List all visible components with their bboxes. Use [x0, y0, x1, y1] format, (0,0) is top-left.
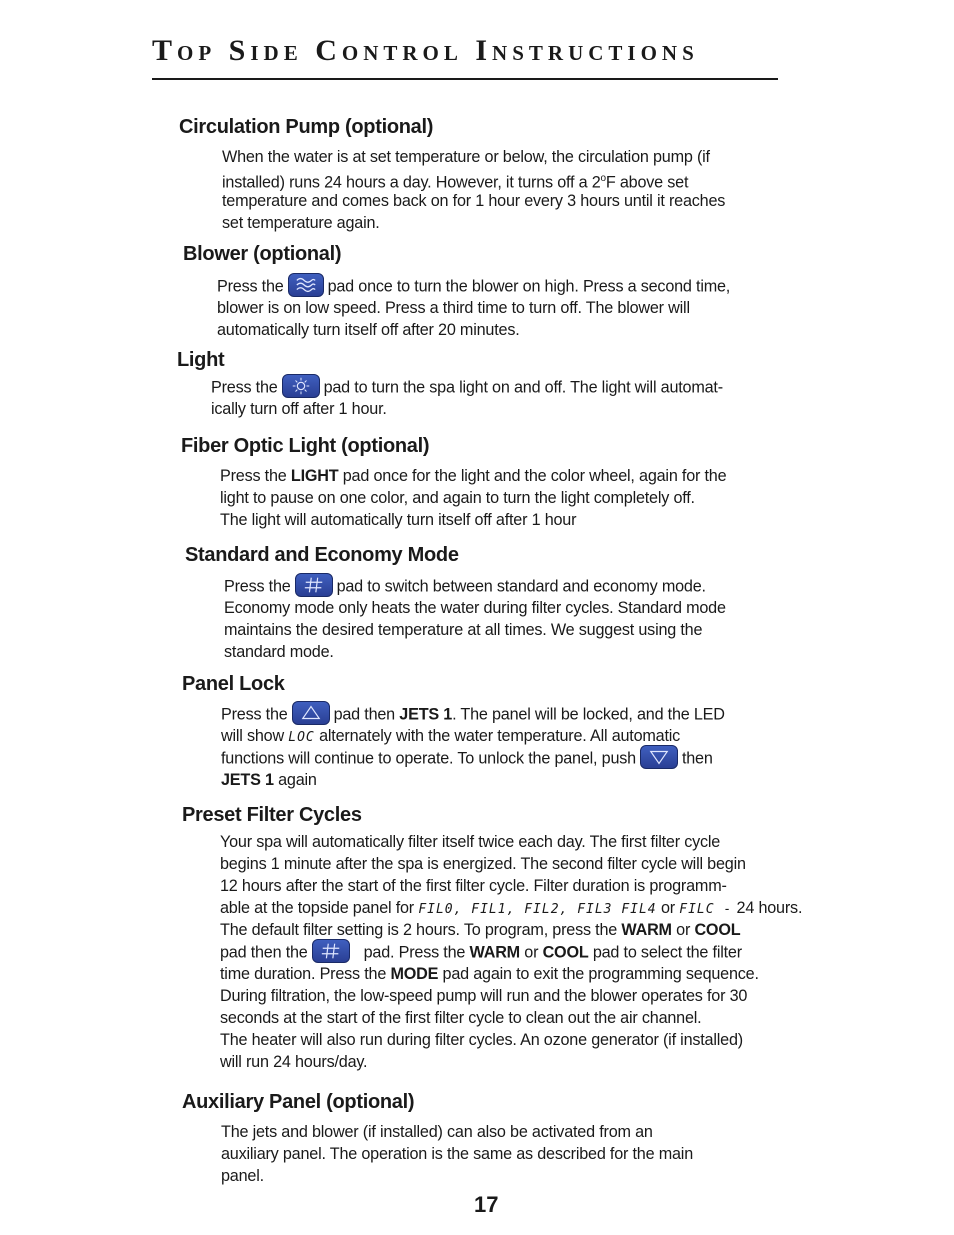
heading-preset-filter-cycles: Preset Filter Cycles: [182, 804, 362, 826]
lcd-filter-codes: FIL0, FIL1, FIL2, FIL3 FIL4: [418, 902, 657, 917]
text-line: automatically turn itself off after 20 minutes.: [217, 321, 520, 339]
bold-term: WARM: [621, 921, 672, 939]
text-line: The jets and blower (if installed) can also be activated from an: [221, 1123, 653, 1141]
text-line: will run 24 hours/day.: [220, 1053, 368, 1071]
text-line: Economy mode only heats the water during filter cycles. Standard mode: [224, 599, 726, 617]
paragraph-light: [211, 376, 723, 420]
text-fragment: 24 hours.: [736, 899, 803, 917]
text-fragment: then: [681, 749, 713, 768]
text-fragment: pad to turn the spa light on and off. The light will automat-: [323, 378, 723, 397]
text-fragment: installed) runs 24 hours a day. However, it turns off a 2: [222, 173, 601, 192]
up-arrow-pad-icon: [292, 701, 330, 725]
text-line: blower is on low speed. Press a third time to turn off. The blower will: [217, 299, 690, 317]
bold-term: WARM: [469, 943, 520, 962]
paragraph-circulation-pump: [222, 146, 725, 234]
bold-term: MODE: [390, 965, 439, 983]
text-line: maintains the desired temperature at all times. We suggest using the: [224, 621, 703, 639]
text-fragment: again: [273, 771, 317, 789]
lcd-filc-code: FILC -: [679, 902, 733, 917]
text-fragment: Press the: [211, 378, 278, 397]
text-line: auxiliary panel. The operation is the same as described for the main: [221, 1145, 693, 1163]
paragraph-auxiliary-panel: [221, 1121, 693, 1187]
text-line: [217, 275, 730, 297]
text-fragment: pad to switch between standard and economy mode.: [336, 577, 706, 596]
text-line: panel.: [221, 1167, 264, 1185]
text-line: seconds at the start of the first filter cycle to clean out the air channel.: [220, 1009, 702, 1027]
text-fragment: alternately with the water temperature. All automatic: [319, 727, 681, 745]
text-fragment: pad once for the light and the color wheel, again for the: [338, 467, 727, 485]
light-pad-icon: [282, 374, 320, 398]
degree-symbol: o: [600, 173, 606, 184]
text-fragment: or: [671, 921, 695, 939]
heading-light: Light: [177, 349, 225, 371]
text-fragment: or: [660, 899, 675, 917]
bold-term: JETS 1: [221, 771, 274, 789]
down-arrow-pad-icon: [640, 745, 678, 769]
paragraph-standard-economy: [224, 575, 726, 663]
text-fragment: pad again to exit the programming sequence.: [438, 965, 759, 983]
blower-pad-icon: [288, 273, 324, 297]
text-line: [220, 963, 802, 985]
paragraph-fiber-optic-light: [220, 465, 726, 531]
text-fragment: Press the: [224, 577, 291, 596]
text-line: During filtration, the low-speed pump will run and the blower operates for 30: [220, 987, 748, 1005]
bold-term: JETS 1: [399, 705, 453, 724]
mode-pad-icon: [312, 939, 350, 963]
text-line: begins 1 minute after the spa is energized. The second filter cycle will begin: [220, 855, 746, 873]
heading-fiber-optic-light: Fiber Optic Light (optional): [181, 435, 430, 457]
text-line: [220, 919, 802, 941]
title-rule: [152, 78, 778, 80]
text-line: standard mode.: [224, 643, 334, 661]
text-fragment: pad then the: [220, 943, 308, 962]
page-number: 17: [474, 1192, 499, 1217]
text-line: [220, 465, 726, 487]
heading-blower: Blower (optional): [183, 243, 342, 265]
text-line: [221, 769, 725, 791]
text-fragment: pad once to turn the blower on high. Press a second time,: [327, 277, 731, 296]
heading-standard-economy: Standard and Economy Mode: [185, 544, 459, 566]
text-fragment: Press the: [217, 277, 284, 296]
bold-term: COOL: [542, 943, 589, 962]
text-fragment: pad. Press the: [363, 943, 470, 962]
text-fragment: able at the topside panel for: [220, 899, 414, 917]
lcd-loc-text: LOC: [288, 730, 315, 745]
paragraph-panel-lock: [221, 703, 725, 791]
text-fragment: Press the: [220, 467, 291, 485]
mode-pad-icon: [295, 573, 333, 597]
text-fragment: . The panel will be locked, and the LED: [452, 705, 725, 724]
text-line: [224, 575, 726, 597]
paragraph-blower: [217, 275, 730, 341]
text-fragment: The default filter setting is 2 hours. To program, press the: [220, 921, 622, 939]
text-line: The light will automatically turn itself off after 1 hour: [220, 511, 577, 529]
bold-term: COOL: [694, 921, 741, 939]
text-line: When the water is at set temperature or below, the circulation pump (if: [222, 148, 710, 166]
text-line: [222, 168, 725, 190]
text-line: [221, 725, 725, 747]
heading-panel-lock: Panel Lock: [182, 673, 285, 695]
text-line: [220, 897, 802, 919]
text-line: Your spa will automatically filter itself twice each day. The first filter cycle: [220, 833, 721, 851]
text-fragment: time duration. Press the: [220, 965, 391, 983]
page-title: Top Side Control Instructions: [152, 34, 699, 67]
text-line: temperature and comes back on for 1 hour every 3 hours until it reaches: [222, 192, 726, 210]
text-fragment: functions will continue to operate. To unlock the panel, push: [221, 749, 636, 768]
text-line: set temperature again.: [222, 214, 380, 232]
text-line: ically turn off after 1 hour.: [211, 400, 387, 418]
paragraph-preset-filter-cycles: [220, 831, 802, 1073]
text-fragment: pad then: [333, 705, 400, 724]
text-fragment: or: [519, 943, 543, 962]
text-line: [221, 747, 725, 769]
text-line: 12 hours after the start of the first filter cycle. Filter duration is programm-: [220, 877, 727, 895]
bold-term: LIGHT: [290, 467, 339, 485]
text-line: [221, 703, 725, 725]
text-fragment: pad to select the filter: [588, 943, 742, 962]
text-line: light to pause on one color, and again to turn the light completely off.: [220, 489, 695, 507]
heading-auxiliary-panel: Auxiliary Panel (optional): [182, 1091, 415, 1113]
text-line: The heater will also run during filter cycles. An ozone generator (if installed): [220, 1031, 743, 1049]
text-fragment: F above set: [605, 173, 689, 192]
heading-circulation-pump: Circulation Pump (optional): [179, 116, 434, 138]
text-line: [211, 376, 723, 398]
text-fragment: Press the: [221, 705, 288, 724]
text-line: [220, 941, 802, 963]
text-fragment: will show: [221, 727, 284, 745]
